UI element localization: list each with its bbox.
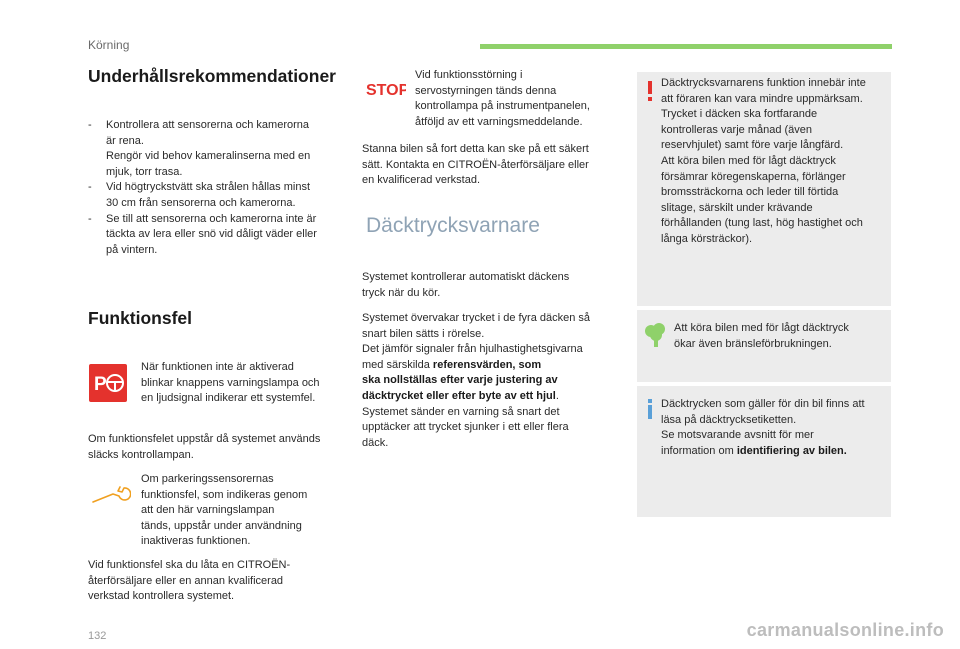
- wrench-text: Om parkeringssensorernas funktionsfel, som indikeras genom att den här varningslampan tänds, uppstår under användning inaktiveras funktionen.: [141, 473, 308, 548]
- maintenance-list: [88, 118, 338, 258]
- maintenance-heading: Underhållsrekommendationer: [88, 66, 336, 86]
- leaf-tree-icon: [644, 322, 668, 348]
- wrench-service-icon: [91, 484, 131, 506]
- eco-note-text: Att köra bilen med för lågt däcktryck ökar även bränsleförbrukningen.: [674, 322, 849, 350]
- tpms-paragraph-2: Systemet övervakar trycket i de fyra däcken så snart bilen sätts i rörelse. Det jämför signaler från hjulhastighetsgivarna med särskilda referensvärden, som ska nollställas efter varje justering av däcktrycket eller efter byte av ett hjul. Systemet sänder en varning så snart det upptäcker att trycket sjunker i ett eller flera däck.: [362, 312, 591, 449]
- list-item: - Vid högtryckstvätt ska strålen hållas minst 30 cm från sensorerna och kamerorna.: [88, 181, 310, 209]
- p-warning-text: När funktionen inte är aktiverad blinkar knappens varningslampa och en ljudsignal indikerar ett systemfel.: [141, 361, 320, 405]
- info-note-text: Däcktrycken som gäller för din bil finns att läsa på däcktrycksetiketten. Se motsvarande avsnitt för mer information om identifiering av bilen.: [661, 398, 865, 457]
- header-accent-bar: [480, 44, 892, 49]
- warning-note-text: Däcktrycksvarnarens funktion innebär inte att föraren kan vara mindre uppmärksam. Trycket i däcken ska fortfarande kontrolleras varje månad (även reservhjulet) samt före varje långfärd. Att köra bilen med för lågt däcktryck försämrar köregenskaperna, förlänger bromssträckorna och leder till förtida slitage, särskilt under krävande förhållanden (tung last, hög hastighet och långa körsträckor).: [661, 77, 866, 245]
- svg-text:STOP: STOP: [366, 82, 406, 99]
- fault-paragraph: Om funktionsfelet uppstår då systemet används släcks kontrollampan.: [88, 433, 321, 461]
- fault-heading: Funktionsfel: [88, 308, 193, 328]
- tpms-heading: Däcktrycksvarnare: [366, 214, 540, 237]
- watermark: carmanualsonline.info: [746, 620, 944, 640]
- list-item: - Kontrollera att sensorerna och kamerorna är rena. Rengör vid behov kameralinserna med en mjuk, torr trasa.: [88, 119, 311, 178]
- stop-warning-icon: [366, 78, 406, 100]
- info-icon: [646, 399, 654, 419]
- list-item: - Se till att sensorerna och kamerorna inte är täckta av lera eller snö vid dåligt väder eller på vintern.: [88, 212, 317, 256]
- page-number: 132: [88, 630, 107, 642]
- fault-closing-paragraph: Vid funktionsfel ska du låta en CITROËN- återförsäljare eller en annan kvalificerad verkstad kontrollera systemet.: [88, 559, 291, 603]
- tpms-paragraph-1: Systemet kontrollerar automatiskt däckens tryck när du kör.: [362, 271, 570, 299]
- parking-sensor-warning-icon: [89, 364, 127, 402]
- section-label: Körning: [88, 38, 130, 52]
- stop-text: Vid funktionsstörning i servostyrningen tänds denna kontrollampa på instrumentpanelen, åtföljd av ett varningsmeddelande.: [415, 69, 590, 128]
- exclamation-icon: [643, 80, 657, 102]
- svg-text:P: P: [94, 374, 107, 395]
- stop-paragraph: Stanna bilen så fort detta kan ske på ett säkert sätt. Kontakta en CITROËN-återförsäljare eller en kvalificerad verkstad.: [362, 143, 589, 187]
